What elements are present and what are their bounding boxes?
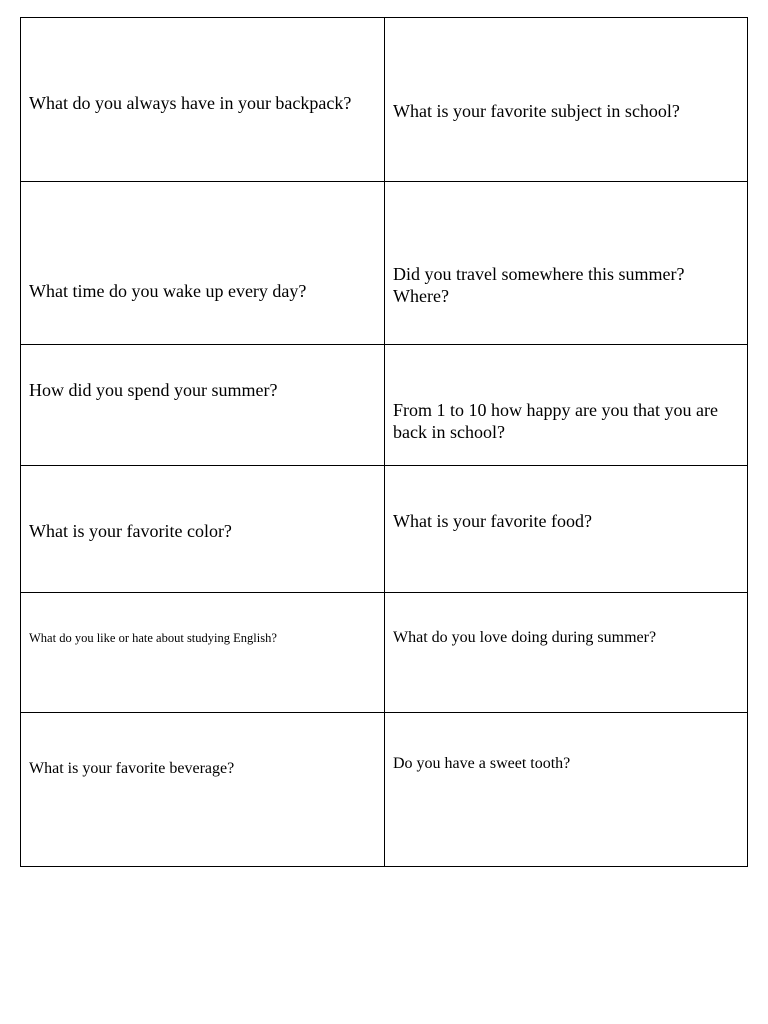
question-text: What time do you wake up every day? — [29, 281, 307, 301]
question-text: What do you like or hate about studying English? — [29, 630, 277, 645]
question-card — [21, 182, 385, 345]
question-text: What is your favorite subject in school? — [393, 100, 680, 121]
question-card — [385, 182, 748, 345]
question-card — [21, 466, 385, 593]
question-text: How did you spend your summer? — [29, 380, 278, 400]
question-text: What do you love doing during summer? — [393, 628, 657, 646]
question-text: What do you always have in your backpack? — [29, 92, 352, 113]
question-text: From 1 to 10 how happy are you that you are back in school? — [393, 400, 718, 442]
question-text: What is your favorite beverage? — [29, 759, 235, 777]
question-card — [385, 345, 748, 466]
question-text: Do you have a sweet tooth? — [393, 754, 571, 772]
question-card — [385, 18, 748, 182]
question-card — [385, 466, 748, 593]
question-card — [21, 713, 385, 866]
question-card — [21, 593, 385, 713]
question-card — [21, 345, 385, 466]
question-card-grid — [20, 17, 748, 867]
question-card — [385, 713, 748, 866]
question-text: What is your favorite food? — [393, 511, 592, 531]
question-card — [385, 593, 748, 713]
question-text: What is your favorite color? — [29, 521, 232, 541]
question-card — [21, 18, 385, 182]
question-text: Did you travel somewhere this summer? Where? — [393, 264, 685, 306]
